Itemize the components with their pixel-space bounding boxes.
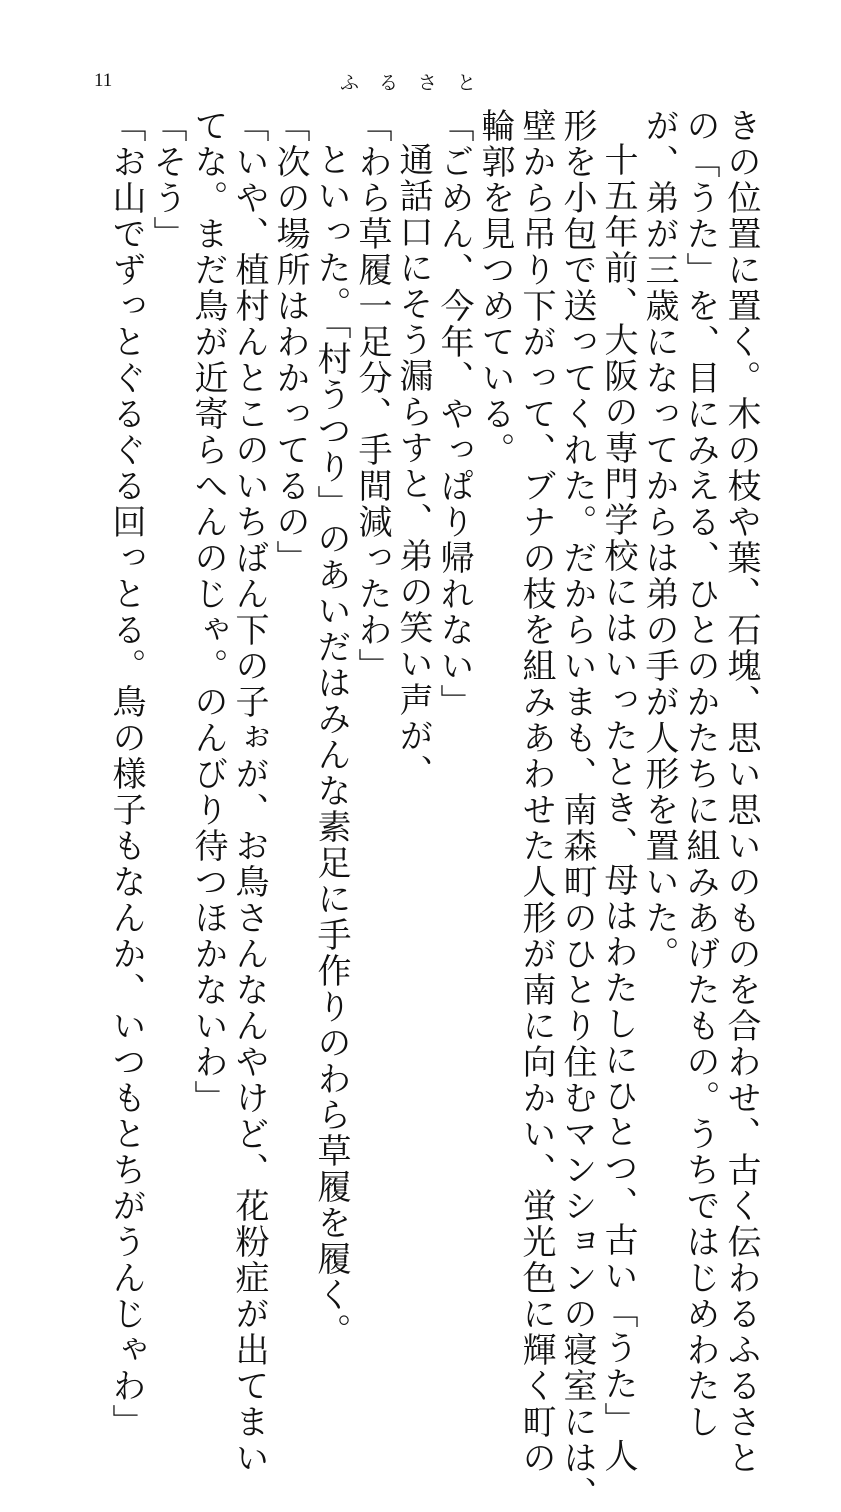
text-line: 十五年前、大阪の専門学校にはいったとき、母はわたしにひとつ、古い「うた」人 xyxy=(598,142,638,1474)
text-line: 通話口にそう漏らすと、弟の笑い声が、 xyxy=(393,142,433,790)
text-line: 壁から吊り下がって、ブナの枝を組みあわせた人形が南に向かい、蛍光色に輝く町の xyxy=(516,108,556,1476)
page-number: 11 xyxy=(94,70,113,91)
text-line: 「いや、植村んとこのいちばん下の子ぉが、お鳥さんなんやけど、花粉症が出てまい xyxy=(229,108,269,1476)
text-line: 「わら草履一足分、手間減ったわ」 xyxy=(352,108,392,684)
text-line: 「お山でずっとぐるぐる回っとる。鳥の様子もなんか、いつもとちがうんじゃわ」 xyxy=(106,108,146,1440)
text-line: 「ごめん、今年、やっぱり帰れない」 xyxy=(434,108,474,720)
body-text xyxy=(105,108,761,1512)
text-line: きの位置に置く。木の枝や葉、石塊、思い思いのものを合わせ、古く伝わるふるさと xyxy=(721,108,761,1476)
text-line: といった。「村うつり」のあいだはみんな素足に手作りのわら草履を履く。 xyxy=(311,142,351,1349)
text-line: てな。まだ鳥が近寄らへんのじゃ。のんびり待つほかないわ」 xyxy=(188,108,228,1116)
text-line: 「そう」 xyxy=(147,108,187,252)
text-line: の「うた」を、目にみえる、ひとのかたちに組みあげたもの。うちではじめわたし xyxy=(680,108,720,1440)
text-line: 輪郭を見つめている。 xyxy=(475,108,515,468)
text-line: が、弟が三歳になってからは弟の手が人形を置いた。 xyxy=(639,108,679,972)
running-title: ふるさと xyxy=(340,72,497,94)
text-line: 「次の場所はわかってるの」 xyxy=(270,108,310,576)
text-line: 形を小包で送ってくれた。だからいまも、南森町のひとり住むマンションの寝室には、 xyxy=(557,108,597,1512)
